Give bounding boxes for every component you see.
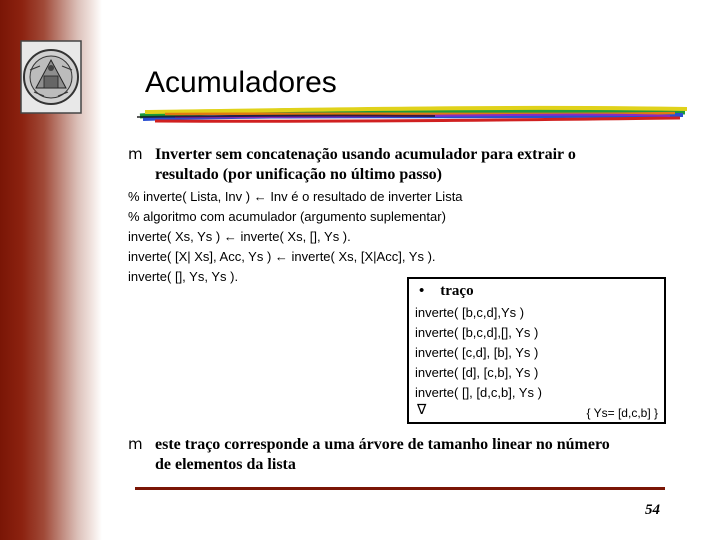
university-seal-icon [20,40,82,114]
bullet-line: este traço corresponde a uma árvore de tamanho linear no número [155,436,610,453]
trace-box [407,277,666,424]
code-line: inverte( [], Ys, Ys ). [128,269,239,284]
trace-line: inverte( [], [d,c,b], Ys ) [415,385,542,400]
code-line: inverte( Xs, Ys ) ← inverte( Xs, [], Ys ). [128,229,351,244]
page-number: 54 [645,502,660,518]
bullet-text [155,435,610,475]
bullet-line: resultado (por unificação no último passo) [155,166,442,183]
bullet-line: Inverter sem concatenação usando acumulador para extrair o [155,146,576,163]
trace-bullet: • [419,283,425,299]
code-line: % algoritmo com acumulador (argumento suplementar) [128,209,446,224]
code-line: inverte( [X| Xs], Acc, Ys ) ← inverte( Xs, [X|Acc], Ys ). [128,249,436,264]
trace-line: inverte( [b,c,d],[], Ys ) [415,325,539,340]
bullet-marker: m [128,435,143,453]
colored-brush-stroke [135,100,690,130]
slide-title: Acumuladores [145,66,337,99]
trace-line: inverte( [d], [c,b], Ys ) [415,365,539,380]
trace-heading [419,283,474,300]
nabla-icon: ∇ [417,402,427,418]
trace-title: traço [440,283,474,299]
trace-line: inverte( [b,c,d],Ys ) [415,305,525,320]
trace-result: { Ys= [d,c,b] } [586,406,658,420]
bullet-text [155,145,576,185]
code-line: % inverte( Lista, Inv ) ← Inv é o resultado de inverter Lista [128,189,463,204]
bullet-line: de elementos da lista [155,456,296,473]
footer-rule [135,487,665,490]
bullet-marker: m [128,145,143,163]
trace-line: inverte( [c,d], [b], Ys ) [415,345,539,360]
